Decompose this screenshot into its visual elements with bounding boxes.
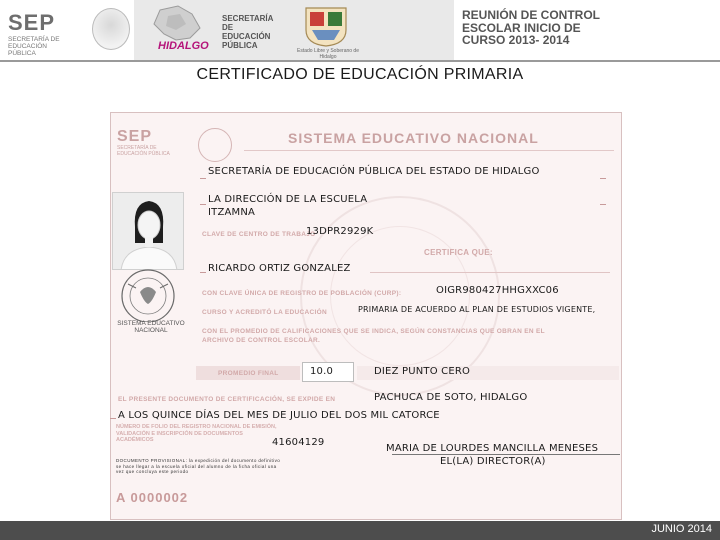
clave-label: CLAVE DE CENTRO DE TRABAJO	[202, 231, 316, 238]
secretaria-field: SECRETARÍA DE EDUCACIÓN PÚBLICA DEL ESTADO DE HIDALGO	[208, 166, 540, 177]
director-title: EL(LA) DIRECTOR(A)	[440, 456, 546, 467]
form-rule	[370, 272, 610, 273]
director-name: MARIA DE LOURDES MANCILLA MENESES	[386, 443, 599, 454]
clave-field: 13DPR2929K	[306, 226, 374, 237]
promedio-letra-field: DIEZ PUNTO CERO	[374, 366, 471, 377]
national-emblem-icon	[92, 8, 130, 50]
form-dash	[110, 418, 116, 419]
alumno-field: RICARDO ORTIZ GONZALEZ	[208, 263, 351, 274]
footer-bar	[0, 521, 720, 540]
expide-label: EL PRESENTE DOCUMENTO DE CERTIFICACIÓN, SE EXPIDE EN	[118, 396, 336, 403]
curp-field: OIGR980427HHGXXC06	[436, 285, 559, 296]
footer-date: JUNIO 2014	[651, 523, 712, 535]
provisional-note: DOCUMENTO PROVISIONAL: la expedición del documento definitivo se hace llegar a la escuela oficial del alumno de la ficha oficial una vez que concluya este periodo	[116, 458, 281, 475]
header-banner	[0, 0, 720, 60]
form-sep-logo: SEP	[117, 128, 153, 145]
promedio-field: 10.0	[310, 366, 334, 377]
form-dash	[200, 272, 206, 273]
certifica-label: CERTIFICA QUE:	[424, 248, 493, 257]
signature-line	[392, 454, 620, 455]
form-sep-subtitle: SECRETARÍA DE EDUCACIÓN PÚBLICA	[117, 145, 170, 157]
form-dash	[600, 178, 606, 179]
fecha-field: A LOS QUINCE DÍAS DEL MES DE JULIO DEL DOS MIL CATORCE	[118, 410, 440, 421]
form-header-rule	[244, 150, 614, 151]
page-title: CERTIFICADO DE EDUCACIÓN PRIMARIA	[196, 66, 524, 83]
sep-logo-subtitle: SECRETARÍA DE EDUCACIÓN PÚBLICA	[8, 36, 60, 57]
promedio-label-2: ARCHIVO DE CONTROL ESCOLAR.	[202, 337, 321, 344]
state-shield-icon	[300, 4, 352, 48]
direccion-field: LA DIRECCIÓN DE LA ESCUELA	[208, 194, 368, 205]
state-shield-caption: Estado Libre y Soberano de Hidalgo	[297, 48, 359, 60]
promedio-label-1: CON EL PROMEDIO DE CALIFICACIONES QUE SE INDICA, SEGÚN CONSTANCIAS QUE OBRAN EN EL	[202, 328, 545, 335]
form-system-title: SISTEMA EDUCATIVO NACIONAL	[288, 130, 539, 146]
curso-field: PRIMARIA DE ACUERDO AL PLAN DE ESTUDIOS VIGENTE,	[358, 305, 596, 314]
lugar-field: PACHUCA DE SOTO, HIDALGO	[374, 392, 528, 403]
student-photo	[112, 192, 184, 270]
form-dash	[600, 204, 606, 205]
form-dash	[200, 178, 206, 179]
sep-logo-text: SEP	[8, 10, 56, 35]
form-dash	[200, 204, 206, 205]
curso-label: CURSO Y ACREDITÓ LA EDUCACIÓN	[202, 309, 327, 316]
promedio-final-label: PROMEDIO FINAL	[218, 370, 279, 377]
folio-field: 41604129	[272, 437, 325, 448]
official-stamp-icon	[110, 262, 192, 322]
header-title: REUNIÓN DE CONTROL ESCOLAR INICIO DE CURSO 2013- 2014	[462, 8, 600, 47]
header-divider	[0, 60, 720, 62]
hidalgo-logo-text: HIDALGO	[158, 40, 209, 52]
sep-education-label: SECRETARÍA DE EDUCACIÓN PÚBLICA	[222, 14, 274, 50]
form-emblem-icon	[198, 128, 232, 162]
escuela-field: ITZAMNA	[208, 207, 256, 218]
document-number: A 0000002	[116, 490, 189, 505]
curp-label: CON CLAVE ÚNICA DE REGISTRO DE POBLACIÓN (CURP):	[202, 290, 402, 297]
folio-labels: NÚMERO DE FOLIO DEL REGISTRO NACIONAL DE EMISIÓN, VALIDACIÓN E INSCRIPCIÓN DE DOCUMENTOS ACADÉMICOS	[116, 424, 277, 443]
photo-caption: SISTEMA EDUCATIVO NACIONAL	[117, 320, 185, 334]
sep-logo	[4, 6, 132, 57]
